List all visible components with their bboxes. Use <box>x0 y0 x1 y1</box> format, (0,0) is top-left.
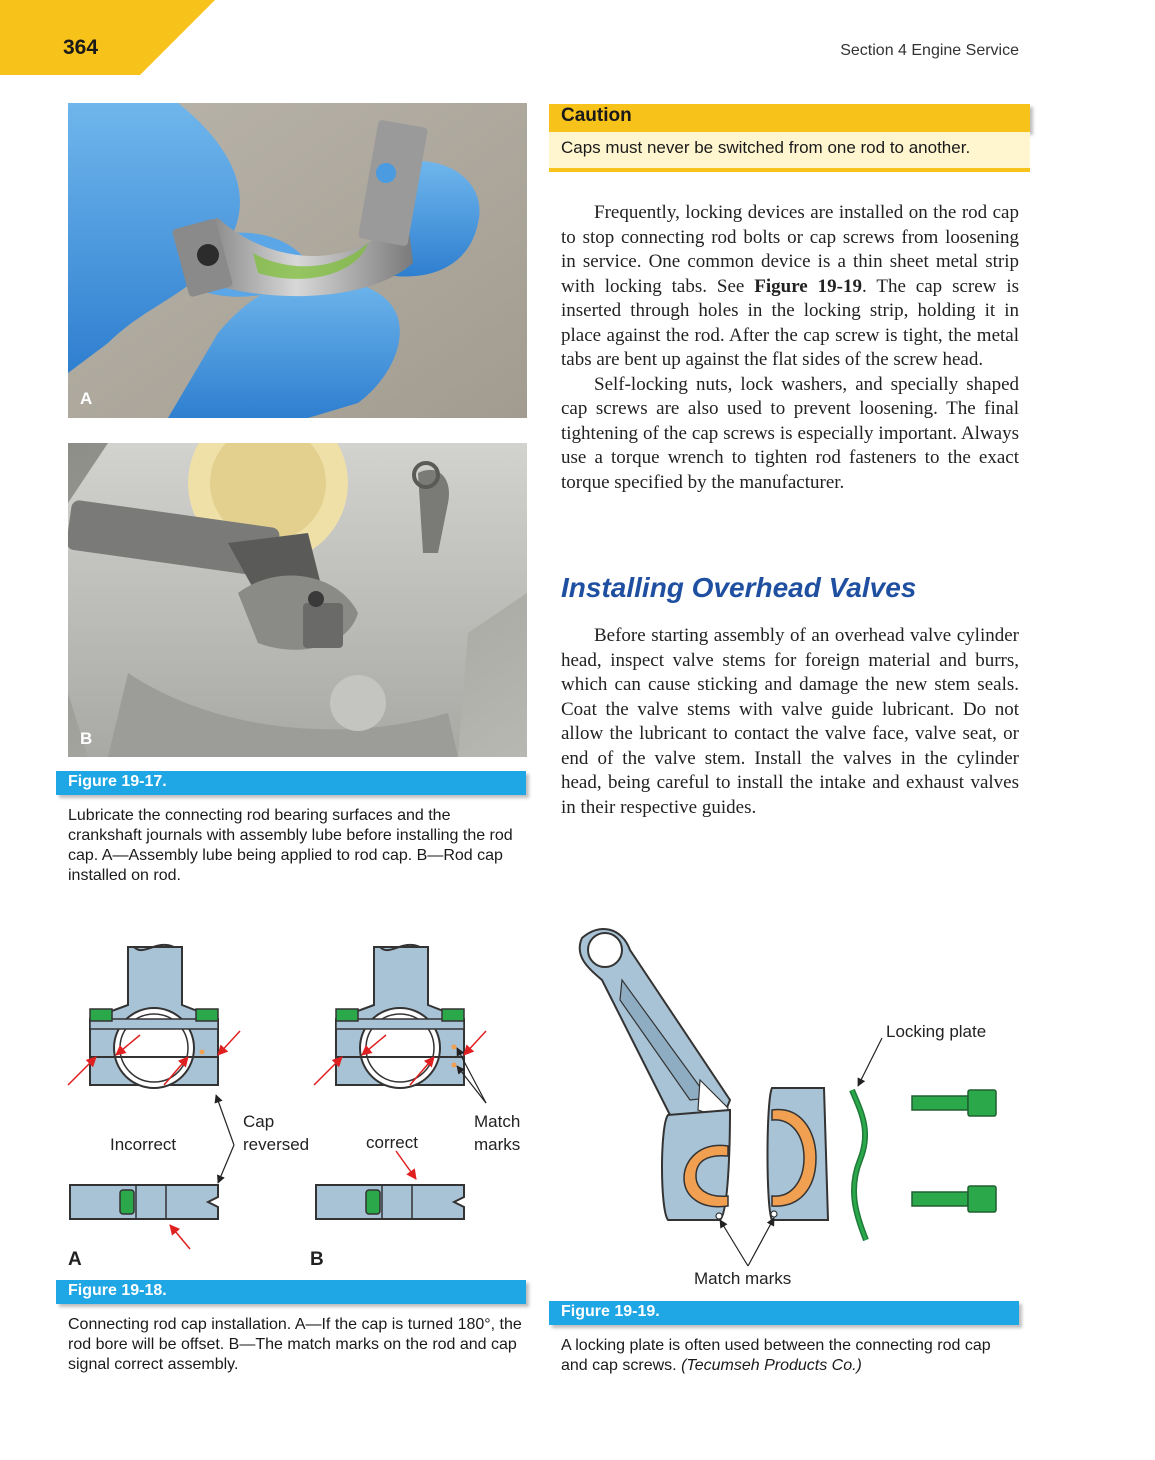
side-view-a <box>70 1095 234 1249</box>
section-heading: Installing Overhead Valves <box>561 572 917 603</box>
page-number: 364 <box>63 36 99 59</box>
figure-19-19-diagram <box>560 910 1030 1290</box>
figure-19-19-caption-main: A locking plate is often used between the connecting rod cap and cap screws. <box>561 1337 991 1374</box>
label-marks: marks <box>474 1135 521 1154</box>
figure-19-19-label: Figure 19-19. <box>549 1301 1019 1325</box>
photo-b-rod-cap-installed <box>68 443 527 757</box>
figure-19-18-label: Figure 19-18. <box>56 1280 526 1304</box>
label-reversed: reversed <box>243 1135 310 1154</box>
label-match: Match <box>474 1112 521 1131</box>
label-incorrect: Incorrect <box>110 1135 177 1154</box>
connecting-rod <box>580 929 730 1220</box>
paragraph-2: Self-locking nuts, lock washers, and specially shaped cap screws are also used to prevent loosening. The final tightening of the cap screws is especially important. Always use a torque wrench to tighten rod fasteners to the exact torque specified by the manufacturer. <box>561 373 1019 493</box>
page-tab <box>0 0 215 75</box>
body-column-top <box>561 201 1019 495</box>
label-cap: Cap <box>243 1112 275 1131</box>
side-view-b <box>316 1151 464 1219</box>
section-header: Section 4 Engine Service <box>840 42 1019 59</box>
label-b: B <box>310 1249 324 1270</box>
paragraph-1-start: Frequently, locking devices are installed on the rod cap to stop connecting rod bolts or cap screws from loosening in service. One common device is a thin sheet metal strip with locking tabs. See <box>561 202 1019 297</box>
figure-19-17-label: Figure 19-17. <box>56 771 526 795</box>
cap-screw-top <box>912 1090 996 1116</box>
body-column-bottom <box>561 624 1019 820</box>
rod-b-correct <box>314 945 486 1103</box>
caution-title: Caution <box>549 104 1030 132</box>
cap-screw-bottom <box>912 1186 996 1212</box>
paragraph-3: Before starting assembly of an overhead valve cylinder head, inspect valve stems for foreign material and burrs, which can cause sticking and damage the new stem seals. Coat the valve stems with valve guide lubricant. Do not allow the lubricant to contact the valve face, valve seat, or end of the valve stem. Install the valves in the cylinder head, being careful to install the intake and exhaust valves in their respective guides. <box>561 625 1019 818</box>
figure-19-19-caption <box>561 1336 1021 1376</box>
figure-19-18-caption: Connecting rod cap installation. A—If the cap is turned 180°, the rod bore will be offset. B—The match marks on the rod and cap signal correct assembly. <box>68 1316 522 1373</box>
label-correct: correct <box>366 1133 418 1152</box>
figure-19-18-diagram <box>56 935 536 1275</box>
photo-b-label: B <box>80 729 93 748</box>
paragraph-1 <box>561 201 1019 373</box>
rod-a-incorrect <box>68 945 240 1088</box>
label-a: A <box>68 1249 82 1270</box>
figure-19-19-reference: Figure 19-19 <box>754 275 862 297</box>
paragraph-1-end: . The cap screw is inserted through holes in the locking strip, holding it in place against the rod. After the cap screw is tight, the metal tabs are bent up against the flat sides of the screw head. <box>561 275 1019 370</box>
figure-19-19-credit: (Tecumseh Products Co.) <box>681 1357 862 1374</box>
photo-a-label: A <box>80 389 93 408</box>
label-locking-plate: Locking plate <box>886 1022 987 1041</box>
photo-a-assembly-lube <box>68 103 527 418</box>
label-match-marks: Match marks <box>694 1269 792 1288</box>
locking-plate <box>852 1090 866 1240</box>
figure-19-17-caption: Lubricate the connecting rod bearing surfaces and the crankshaft journals with assembly lube before installing the rod cap. A—Assembly lube being applied to rod cap. B—Rod cap installed on rod. <box>68 807 513 884</box>
rod-cap <box>768 1088 829 1220</box>
caution-text: Caps must never be switched from one rod to another. <box>549 132 1030 172</box>
